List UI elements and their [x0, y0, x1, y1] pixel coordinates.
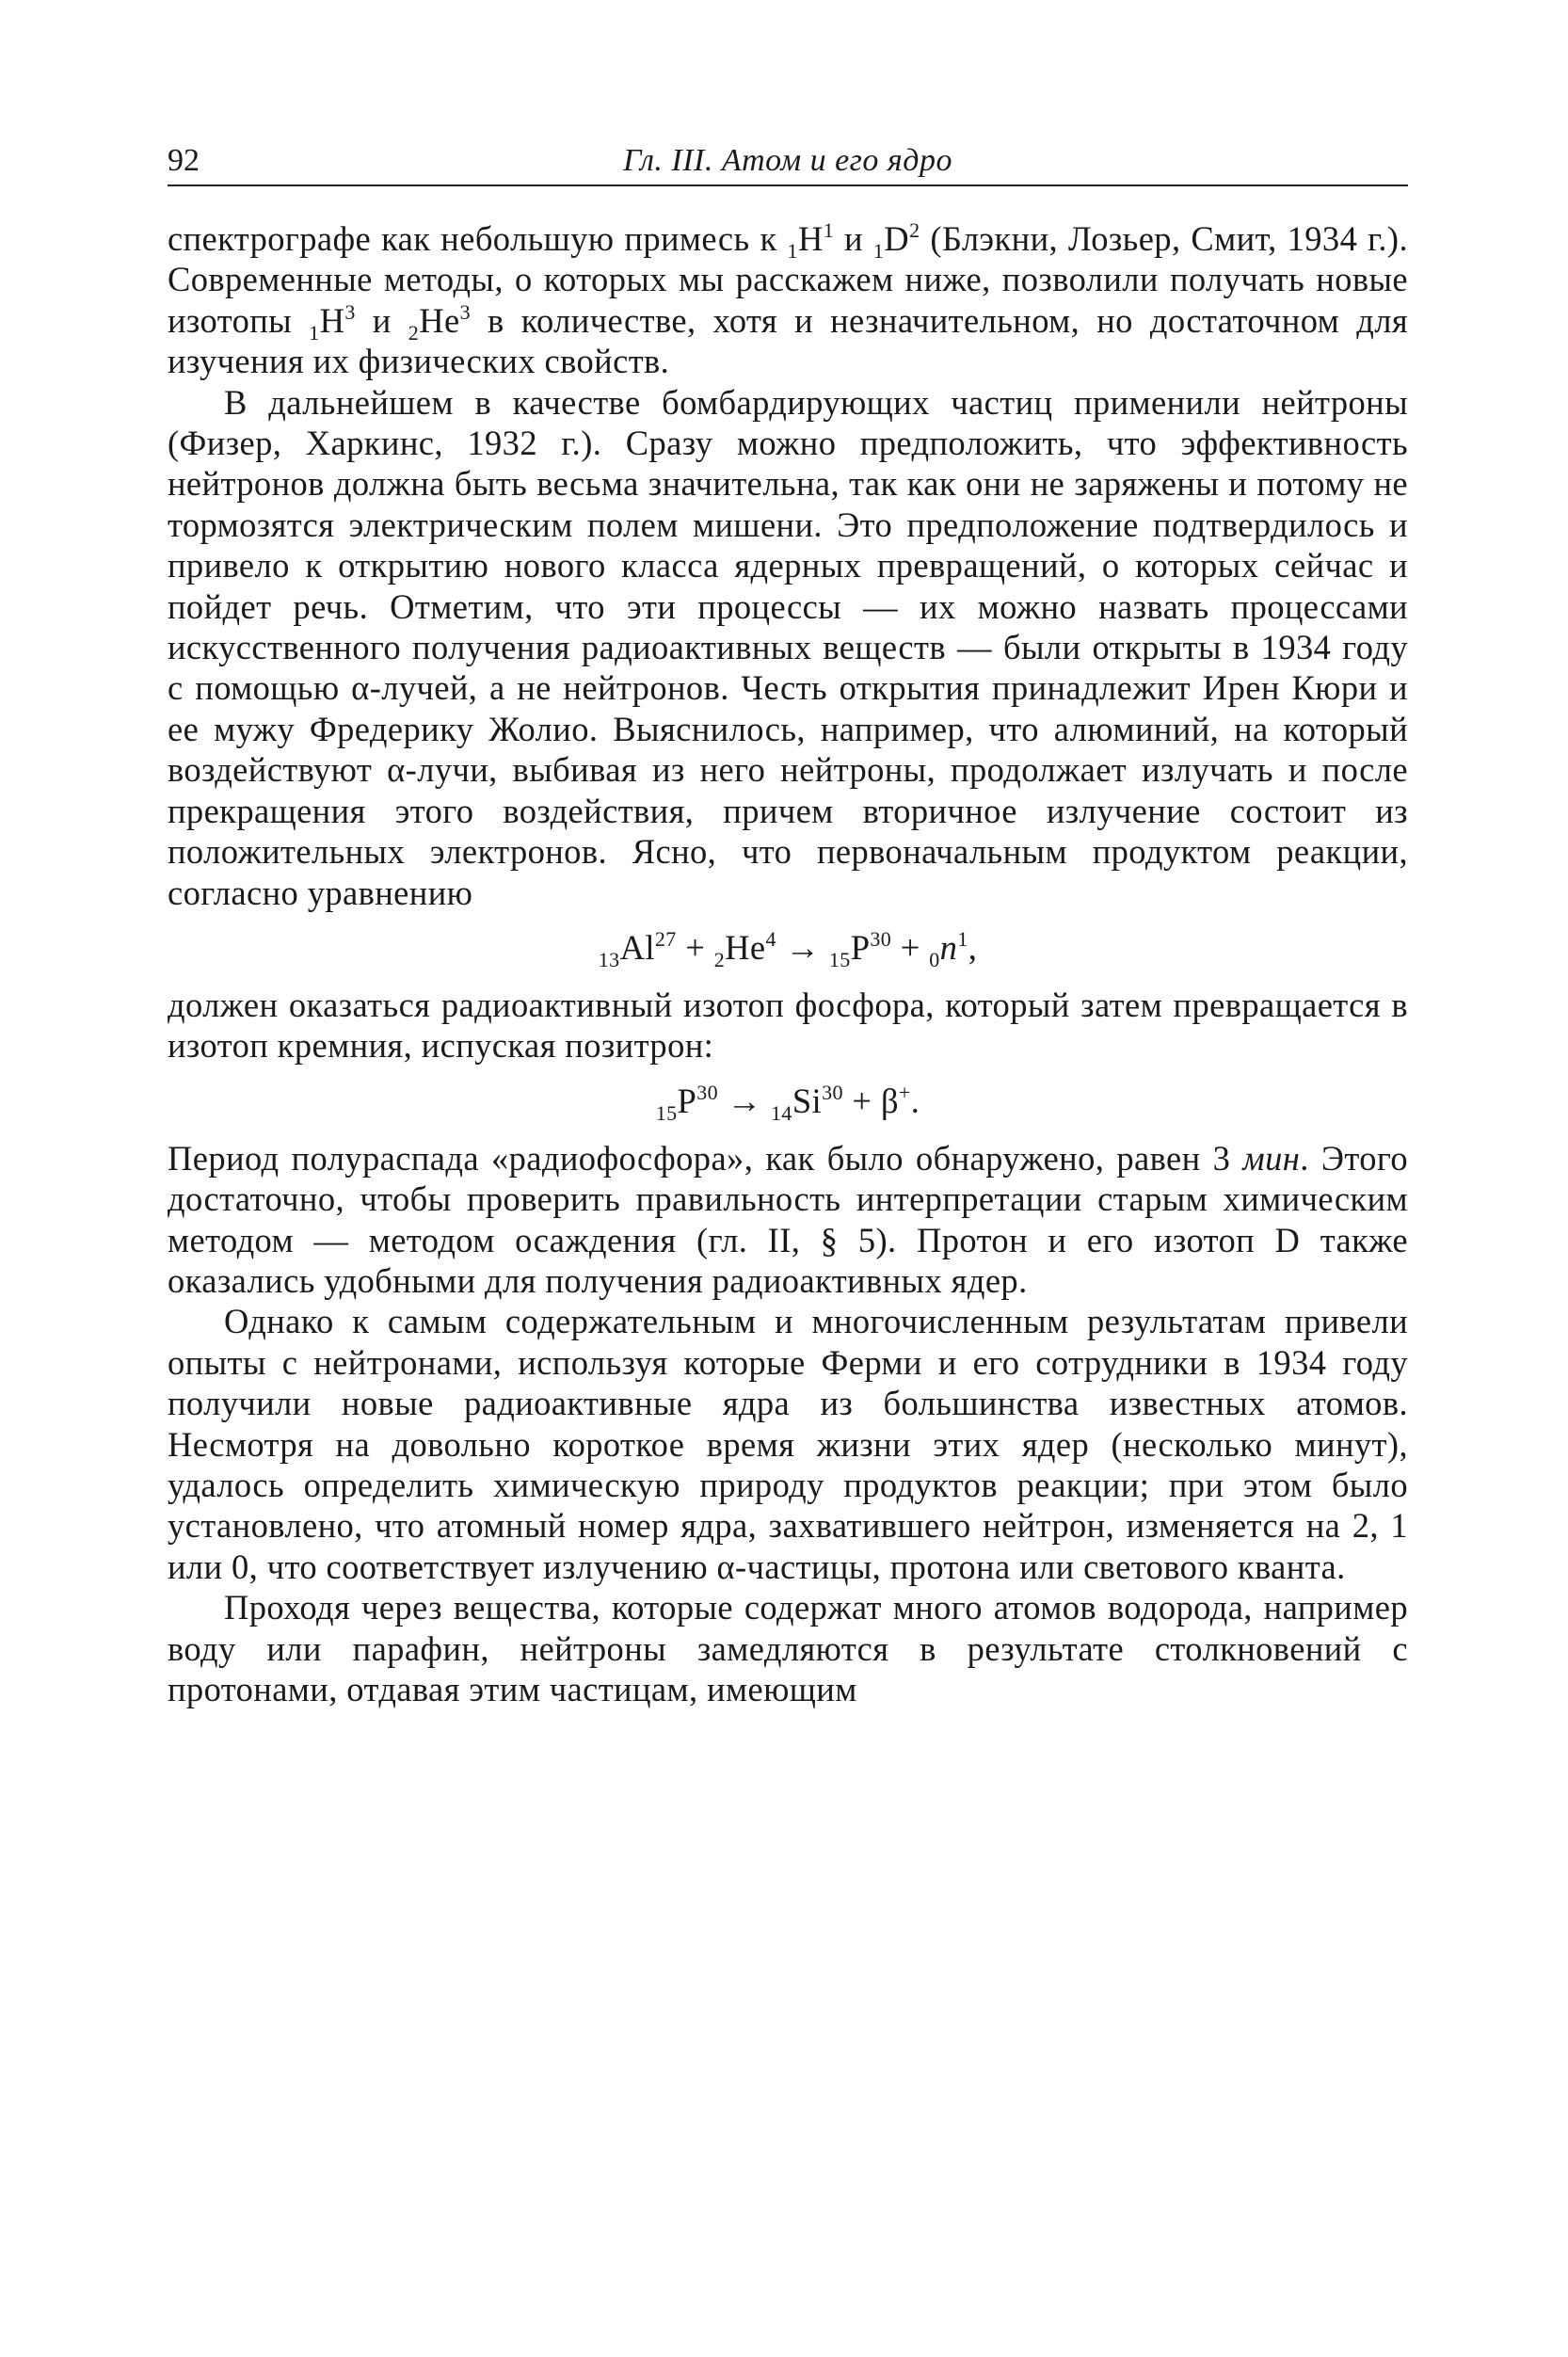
equation-aluminum-alpha: $_{13}Al^{27} + _2He^4 \to _{15}P^{30} + _0n^1$,: [598, 926, 978, 971]
equation-phosphorus-decay: $_{15}P^{30} \to _{14}Si^{30} + \beta^+$.: [655, 1080, 920, 1125]
paragraph-4: Период полураспада «радиофосфора», как было обнаружено, равен 3 мин. Этого достаточно, чтобы проверить правильность интерпретации старым химическим методом — методом осаждения (гл. II, § 5). Протон и его изотоп D также оказались удобными для получения радиоактивных ядер.: [168, 1138, 1409, 1300]
paragraph-6: Проходя через вещества, которые содержат много атомов водорода, например воду или парафин, нейтроны замедляются в результате столкновений с протонами, отдавая этим частицам, имеющим: [168, 1588, 1408, 1708]
paragraph-1: спектрографе как небольшую примесь к $_1H^1$ и $_1D^2$ (Блэкни, Лозьер, Смит, 1934 г.). Современные методы, о которых мы расскажем ниже, позволили получать новые изотопы $_1H^3$ и $_2He^3$ в количестве, хотя и незначительном, но достаточном для изучения их физических свойств.: [168, 218, 1409, 381]
running-title: Гл. III. Атом и его ядро: [623, 143, 952, 178]
paragraph-5: Однако к самым содержательным и многочисленным результатам привели опыты с нейтронами, используя которые Ферми и его сотрудники в 1934 году получили новые радиоактивные ядра из большинства известных атомов. Несмотря на довольно короткое время жизни этих ядер (несколько минут), удалось определить химическую природу продуктов реакции; при этом было установлено, что атомный номер ядра, захватившего нейтрон, изменяется на 2, 1 или 0, что соответствует излучению α-частицы, протона или светового кванта.: [168, 1302, 1408, 1586]
paragraph-2: В дальнейшем в качестве бомбардирующих частиц применили нейтроны (Физер, Харкинс, 1932 г.). Сразу можно предположить, что эффективность нейтронов должна быть весьма значительна, так как они не заряжены и потому не тормозятся электрическим полем мишени. Это предположение подтвердилось и привело к открытию нового класса ядерных превращений, о которых сейчас и пойдет речь. Отметим, что эти процессы — их можно назвать процессами искусственного получения радиоактивных веществ — были открыты в 1934 году с помощью α-лучей, а не нейтронов. Честь открытия принадлежит Ирен Кюри и ее мужу Фредерику Жолио. Выяснилось, например, что алюминий, на который воздействуют α-лучи, выбивая из него нейтроны, продолжает излучать и после прекращения этого воздействия, причем вторичное излучение состоит из положительных электронов. Ясно, что первоначальным продуктом реакции, согласно уравнению: [168, 382, 1408, 912]
page-header: [168, 137, 1408, 186]
page-number: 92: [168, 143, 200, 178]
body-text: [168, 218, 1408, 1709]
paragraph-3: должен оказаться радиоактивный изотоп фосфора, который затем превращается в изотоп кремния, испуская позитрон:: [168, 985, 1408, 1066]
